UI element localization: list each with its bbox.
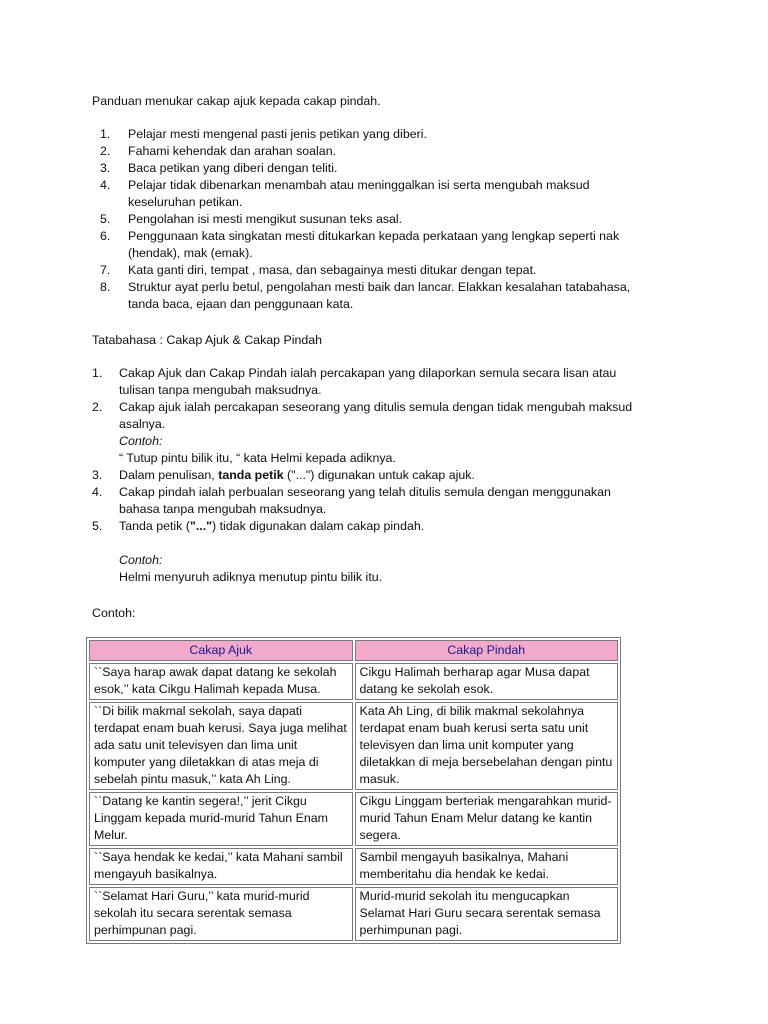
list-item: 2. Cakap ajuk ialah percakapan seseorang yang ditulis semula dengan tidak mengubah maksud asalnya. Contoh: “ Tutup pintu bilik itu, “ kata Helmi kepada adiknya. — [92, 399, 652, 467]
table-cell: ``Saya hendak ke kedai,’’ kata Mahani sambil mengayuh basikalnya. — [89, 848, 353, 885]
header-cakap-pindah: Cakap Pindah — [355, 640, 619, 661]
list-item: 3. Dalam penulisan, tanda petik ("...") digunakan untuk cakap ajuk. — [92, 468, 475, 482]
example-text: “ Tutup pintu bilik itu, “ kata Helmi kepada adiknya. — [119, 451, 396, 465]
table-cell: Kata Ah Ling, di bilik makmal sekolahnya terdapat enam buah kerusi serta satu unit televisyen dan lima unit komputer yang diletakkan di meja bersebelahan dengan pintu masuk. — [355, 702, 619, 790]
list-item: 6. Penggunaan kata singkatan mesti ditukarkan kepada perkataan yang lengkap seperti nak (hendak), mak (emak). — [100, 229, 620, 260]
list-item: 5. Pengolahan isi mesti mengikut susunan teks asal. — [100, 212, 403, 226]
example-table — [86, 637, 621, 944]
grammar-list — [92, 365, 652, 535]
table-header-row — [89, 640, 618, 661]
list-item: 3. Baca petikan yang diberi dengan teliti. — [100, 161, 338, 175]
list-item: 7. Kata ganti diri, tempat , masa, dan sebagainya mesti ditukar dengan tepat. — [100, 263, 537, 277]
table-row — [89, 848, 618, 885]
document-page — [92, 93, 652, 944]
list-item: 8. Struktur ayat perlu betul, pengolahan mesti baik dan lancar. Elakkan kesalahan tatabahasa, tanda baca, ejaan dan penggunaan kata. — [100, 280, 631, 311]
table-cell: ``Selamat Hari Guru,’’ kata murid-murid sekolah itu secara serentak semasa perhimpunan pagi. — [89, 887, 353, 941]
header-cakap-ajuk: Cakap Ajuk — [89, 640, 353, 661]
list-item: 4. Pelajar tidak dibenarkan menambah atau meninggalkan isi serta mengubah maksud keseluruhan petikan. — [100, 178, 590, 209]
table-cell: ``Di bilik makmal sekolah, saya dapati terdapat enam buah kerusi. Saya juga melihat ada satu unit televisyen dan lima unit komputer yang diletakkan di atas meja di sebelah pintu masuk,’’ kata Ah Ling. — [89, 702, 353, 790]
list-item: 2. Fahami kehendak dan arahan soalan. — [100, 144, 337, 158]
guide-list — [92, 126, 652, 313]
section1-title: Panduan menukar cakap ajuk kepada cakap pindah. — [92, 94, 381, 108]
table-row — [89, 792, 618, 846]
table-row — [89, 663, 618, 700]
section2-title: Tatabahasa : Cakap Ajuk & Cakap Pindah — [92, 333, 323, 347]
list-item: 1. Cakap Ajuk dan Cakap Pindah ialah percakapan yang dilaporkan semula secara lisan atau tulisan tanpa mengubah maksudnya. — [92, 366, 617, 397]
table-row — [89, 702, 618, 790]
table-cell: ``Saya harap awak dapat datang ke sekolah esok,’’ kata Cikgu Halimah kepada Musa. — [89, 663, 353, 700]
table-cell: ``Datang ke kantin segera!,’’ jerit Cikgu Linggam kepada murid-murid Tahun Enam Melur. — [89, 792, 353, 846]
table-cell: Cikgu Linggam berteriak mengarahkan murid-murid Tahun Enam Melur datang ke kantin segera. — [355, 792, 619, 846]
list-item: 1. Pelajar mesti mengenal pasti jenis petikan yang diberi. — [100, 127, 427, 141]
contoh-title: Contoh: — [92, 606, 136, 620]
example-text: Helmi menyuruh adiknya menutup pintu bilik itu. — [119, 570, 383, 584]
example-label: Contoh: — [119, 553, 163, 567]
extra-example — [92, 552, 652, 586]
list-item: 5. Tanda petik ("...") tidak digunakan dalam cakap pindah. — [92, 519, 425, 533]
list-item: 4. Cakap pindah ialah perbualan seseorang yang telah ditulis semula dengan menggunakan bahasa tanpa mengubah maksudnya. — [92, 485, 611, 516]
table-cell: Sambil mengayuh basikalnya, Mahani memberitahu dia hendak ke kedai. — [355, 848, 619, 885]
table-cell: Cikgu Halimah berharap agar Musa dapat datang ke sekolah esok. — [355, 663, 619, 700]
example-label: Contoh: — [119, 434, 163, 448]
table-row — [89, 887, 618, 941]
table-cell: Murid-murid sekolah itu mengucapkan Selamat Hari Guru secara serentak semasa perhimpunan pagi. — [355, 887, 619, 941]
